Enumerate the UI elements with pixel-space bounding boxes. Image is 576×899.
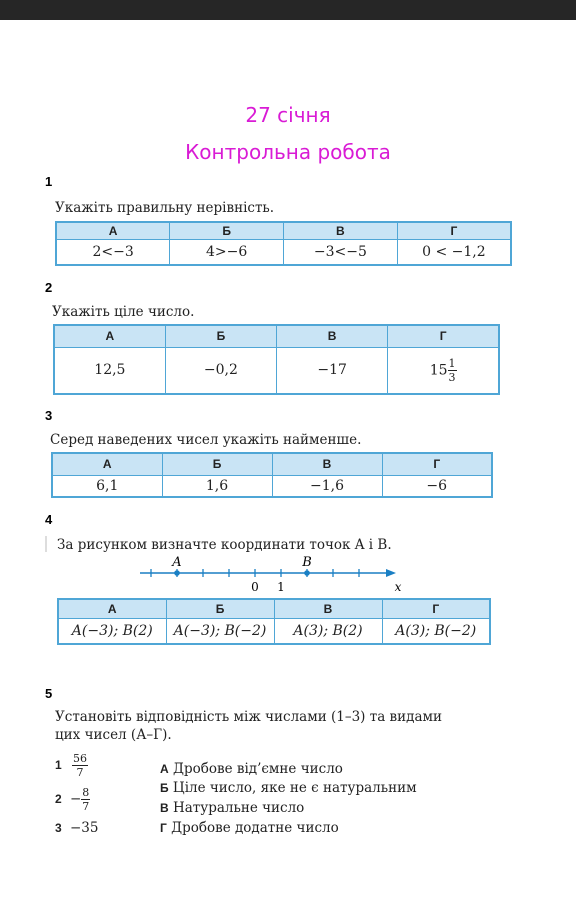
item-2-numerator: 8 xyxy=(82,786,90,799)
match-item-2 xyxy=(55,786,90,813)
q1-option-b[interactable]: 4>−6 xyxy=(170,239,284,265)
q3-option-a[interactable]: 6,1 xyxy=(52,475,162,497)
question-1-options-table xyxy=(55,221,512,266)
q3-header-d: Г xyxy=(382,453,492,475)
match-option-d[interactable] xyxy=(160,820,339,836)
question-3-prompt: Серед наведених чисел укажіть найменше. xyxy=(50,432,362,448)
q3-option-c[interactable]: −1,6 xyxy=(272,475,382,497)
question-2-options-table xyxy=(53,324,500,395)
match-item-1 xyxy=(55,752,88,779)
question-3-options-table xyxy=(51,452,493,498)
question-1-prompt: Укажіть правильну нерівність. xyxy=(55,200,275,216)
question-2-number: 2 xyxy=(45,280,53,295)
q2-fraction-numerator: 1 xyxy=(448,356,456,370)
q1-option-a[interactable]: 2<−3 xyxy=(56,239,170,265)
match-option-d-letter: Г xyxy=(160,821,167,835)
q3-header-b: Б xyxy=(162,453,272,475)
question-1-number: 1 xyxy=(45,174,53,189)
q3-option-d[interactable]: −6 xyxy=(382,475,492,497)
question-5-number: 5 xyxy=(45,686,53,701)
match-option-c[interactable] xyxy=(160,800,304,816)
match-option-b-text: Ціле число, яке не є натуральним xyxy=(172,780,417,796)
match-item-2-number: 2 xyxy=(55,792,62,806)
q3-option-b[interactable]: 1,6 xyxy=(162,475,272,497)
q4-header-a: А xyxy=(58,599,166,618)
question-2-prompt: Укажіть ціле число. xyxy=(52,304,195,320)
q1-header-a: А xyxy=(56,222,170,239)
item-2-denominator: 7 xyxy=(82,800,90,813)
q4-option-b[interactable]: A(−3); B(−2) xyxy=(166,618,274,644)
q1-header-c: В xyxy=(284,222,398,239)
match-option-a-text: Дробове від’ємне число xyxy=(172,761,343,777)
match-option-d-text: Дробове додатне число xyxy=(171,820,339,836)
match-item-3-value: −35 xyxy=(69,820,99,836)
q1-header-b: Б xyxy=(170,222,284,239)
q2-header-a: А xyxy=(54,325,165,347)
question-4-options-table xyxy=(57,598,491,645)
q4-header-b: Б xyxy=(166,599,274,618)
page-title: Контрольна робота xyxy=(185,140,391,164)
q2-header-b: Б xyxy=(165,325,276,347)
x-axis-label: x xyxy=(394,580,402,594)
q2-option-a[interactable]: 12,5 xyxy=(54,347,165,394)
question-4-number: 4 xyxy=(45,512,53,527)
q2-header-c: В xyxy=(277,325,388,347)
q2-option-d[interactable] xyxy=(388,347,499,394)
q2-mixed-fraction xyxy=(448,357,457,384)
q4-header-c: В xyxy=(274,599,382,618)
q1-option-c[interactable]: −3<−5 xyxy=(284,239,398,265)
point-b-label: B xyxy=(302,555,312,570)
question-3-number: 3 xyxy=(45,408,53,423)
match-item-3-number: 3 xyxy=(55,821,62,835)
number-line-arrow xyxy=(386,569,396,577)
point-b-marker xyxy=(304,570,310,576)
match-option-a-letter: А xyxy=(160,762,169,776)
match-option-c-text: Натуральне число xyxy=(172,800,305,816)
q2-header-d: Г xyxy=(388,325,499,347)
match-option-c-letter: В xyxy=(160,801,169,815)
number-line xyxy=(140,555,410,595)
point-a-marker xyxy=(174,570,180,576)
match-item-1-number: 1 xyxy=(55,758,62,772)
q4-option-a[interactable]: A(−3); B(2) xyxy=(58,618,166,644)
date-heading: 27 січня xyxy=(245,103,331,127)
q2-option-c[interactable]: −17 xyxy=(277,347,388,394)
match-item-1-fraction xyxy=(72,752,88,779)
match-option-b-letter: Б xyxy=(160,781,169,795)
q3-header-c: В xyxy=(272,453,382,475)
point-a-label: A xyxy=(172,555,182,570)
q4-header-d: Г xyxy=(382,599,490,618)
item-1-numerator: 56 xyxy=(72,752,87,765)
item-1-denominator: 7 xyxy=(76,766,84,779)
zero-label: 0 xyxy=(251,580,259,594)
q2-option-b[interactable]: −0,2 xyxy=(165,347,276,394)
match-option-b[interactable] xyxy=(160,780,417,796)
question-4-prompt: За рисунком визначте координати точок A і B. xyxy=(57,537,392,553)
margin-mark xyxy=(45,536,47,552)
one-label: 1 xyxy=(277,580,285,594)
top-dark-bar xyxy=(0,0,576,20)
q1-option-d[interactable]: 0 < −1,2 xyxy=(397,239,511,265)
q4-option-d[interactable]: A(3); B(−2) xyxy=(382,618,490,644)
match-item-2-fraction xyxy=(81,786,90,813)
q4-option-c[interactable]: A(3); B(2) xyxy=(274,618,382,644)
match-item-2-sign: − xyxy=(69,791,82,807)
match-option-a[interactable] xyxy=(160,761,343,777)
question-5-prompt-line-1: Установіть відповідність між числами (1–3) та видами xyxy=(55,709,443,725)
q3-header-a: А xyxy=(52,453,162,475)
match-item-3 xyxy=(55,820,98,836)
question-5-prompt-line-2: цих чисел (А–Г). xyxy=(55,727,172,743)
q2-fraction-denominator: 3 xyxy=(448,370,456,384)
q1-header-d: Г xyxy=(397,222,511,239)
q2-mixed-whole: 15 xyxy=(429,362,448,379)
